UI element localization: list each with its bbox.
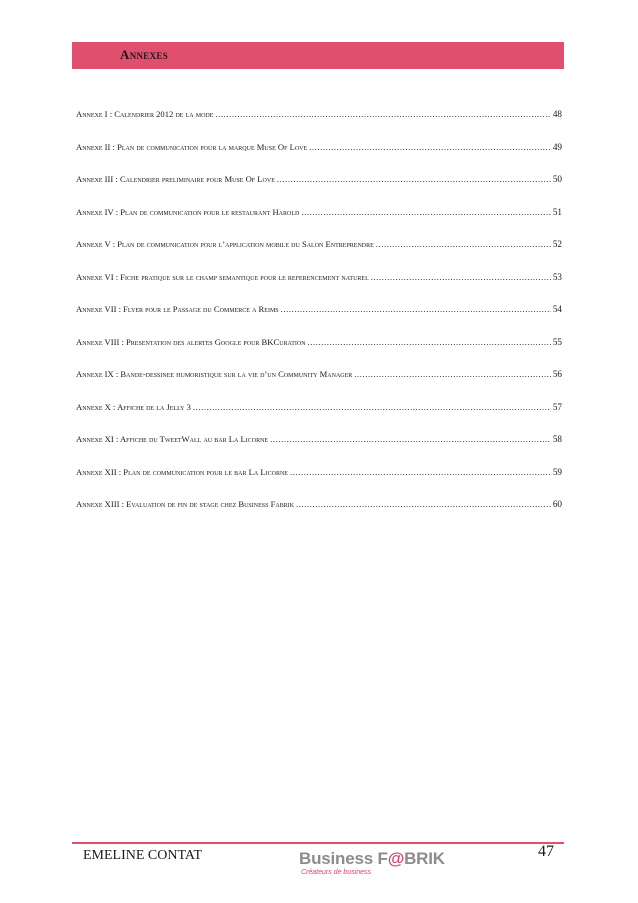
toc-entry[interactable] <box>76 206 562 239</box>
toc-entry[interactable] <box>76 238 562 271</box>
toc-entry[interactable] <box>76 303 562 336</box>
toc-entry-label: Annexe XIII : Evaluation de fin de stage chez Business Fabrik <box>76 499 295 509</box>
toc-entry-page: 52 <box>552 239 562 249</box>
toc-entry-page: 49 <box>552 141 562 152</box>
toc-leader-dots <box>281 303 551 315</box>
toc-entry-label: Annexe III : Calendrier preliminaire pour Muse Of Love <box>76 174 275 184</box>
toc-entry-page: 48 <box>552 109 562 119</box>
toc-entry-page: 60 <box>552 499 562 509</box>
page-number: 47 <box>538 843 554 860</box>
toc-leader-dots <box>308 336 551 348</box>
toc-entry[interactable] <box>76 401 562 434</box>
logo-part-1: Business F <box>299 849 388 868</box>
toc-entry[interactable] <box>76 498 562 531</box>
toc-leader-dots <box>309 141 551 153</box>
toc-entry-label: Annexe X : Affiche de la Jelly 3 <box>76 401 191 412</box>
toc-entry-label: Annexe VI : Fiche pratique sur le champ semantique pour le referencement naturel <box>76 271 369 282</box>
logo-at-sign: @ <box>387 849 405 868</box>
toc-leader-dots <box>215 108 550 120</box>
toc-leader-dots <box>296 498 551 510</box>
footer-author: EMELINE CONTAT <box>83 848 203 863</box>
toc-entry-label: Annexe VII : Flyer pour le Passage du Commerce a Reims <box>76 304 279 314</box>
toc-entry[interactable] <box>76 141 562 174</box>
toc-entry[interactable] <box>76 336 562 369</box>
toc-leader-dots <box>301 206 550 218</box>
toc-leader-dots <box>277 173 551 185</box>
footer-divider <box>72 842 564 844</box>
toc-entry[interactable] <box>76 368 562 401</box>
toc-entry-page: 53 <box>552 271 562 282</box>
toc-entry-page: 54 <box>552 304 562 314</box>
toc-entry-page: 51 <box>552 206 562 217</box>
toc-leader-dots <box>354 368 551 380</box>
toc-entry-label: Annexe XII : Plan de communication pour le bar La Licorne <box>76 466 288 477</box>
toc-entry-label: Annexe V : Plan de communication pour l’application mobile du Salon Entreprendre <box>76 239 374 249</box>
toc-entry-label: Annexe IV : Plan de communication pour le restaurant Harold <box>76 206 300 217</box>
business-fabrik-logo <box>299 849 445 883</box>
logo-part-2: BRIK <box>404 849 445 868</box>
toc-entry-page: 50 <box>552 174 562 184</box>
toc-entry-page: 58 <box>552 434 562 444</box>
logo-wordmark <box>299 849 445 869</box>
toc-leader-dots <box>290 466 551 478</box>
table-of-contents <box>76 108 562 531</box>
logo-tagline: Créateurs de business <box>301 869 372 876</box>
toc-entry-page: 57 <box>552 401 562 412</box>
toc-entry[interactable] <box>76 108 562 141</box>
toc-entry[interactable] <box>76 466 562 499</box>
toc-entry-label: Annexe I : Calendrier 2012 de la mode <box>76 109 214 119</box>
section-title: Annexes <box>120 47 168 62</box>
toc-entry[interactable] <box>76 271 562 304</box>
toc-leader-dots <box>371 271 551 283</box>
toc-entry-label: Annexe IX : Bande-dessinee humoristique sur la vie d’un Community Manager <box>76 369 353 379</box>
toc-entry-page: 55 <box>552 336 562 347</box>
toc-entry-label: Annexe VIII : Presentation des alertes Google pour BKCuration <box>76 336 306 347</box>
toc-entry-page: 59 <box>552 466 562 477</box>
toc-entry-page: 56 <box>552 369 562 379</box>
toc-entry-label: Annexe XI : Affiche du TweetWall au bar La Licorne <box>76 434 269 444</box>
toc-leader-dots <box>193 401 551 413</box>
toc-entry-label: Annexe II : Plan de communication pour la marque Muse Of Love <box>76 141 308 152</box>
toc-entry[interactable] <box>76 433 562 466</box>
toc-leader-dots <box>270 433 551 445</box>
section-header-band <box>72 42 564 69</box>
toc-entry[interactable] <box>76 173 562 206</box>
toc-leader-dots <box>376 238 551 250</box>
